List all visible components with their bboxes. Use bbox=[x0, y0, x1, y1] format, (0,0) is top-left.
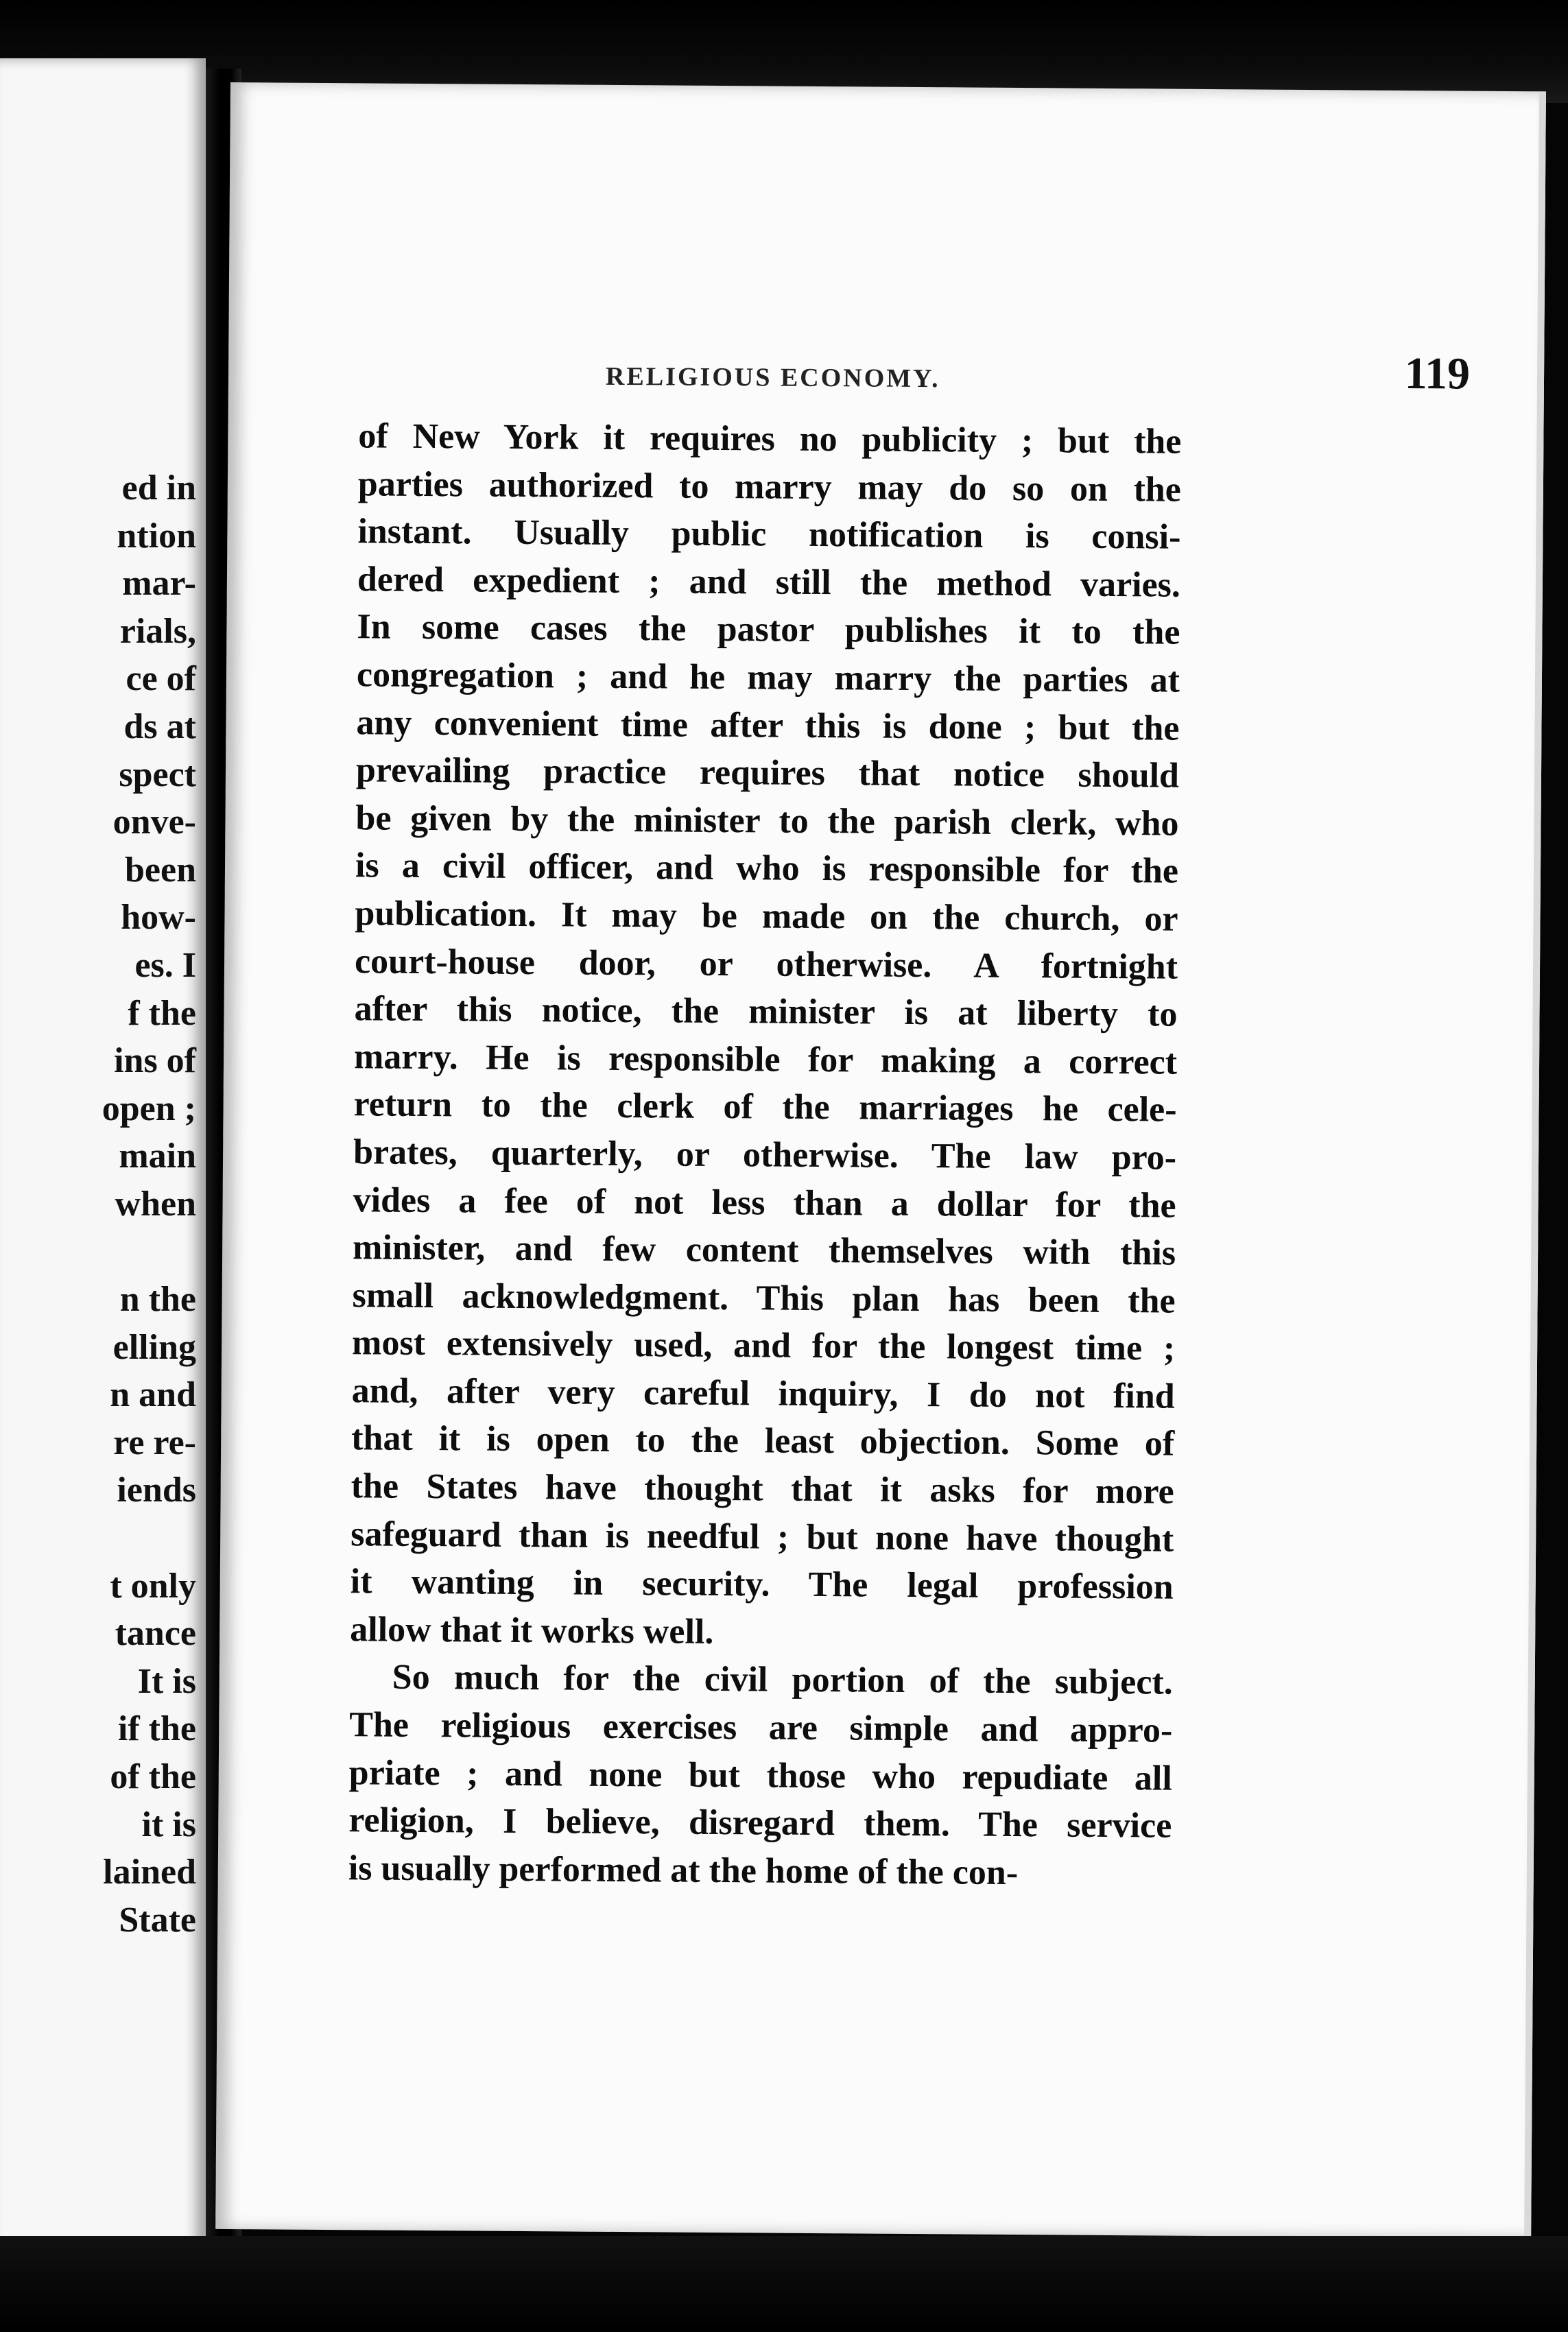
left-page-fragment: iends bbox=[117, 1471, 196, 1510]
left-page-fragment: open ; bbox=[102, 1088, 196, 1128]
text-line: of New York it requires no publicity ; but the bbox=[358, 416, 1182, 462]
left-page-fragment: main bbox=[119, 1137, 196, 1176]
page-number: 119 bbox=[1404, 348, 1471, 399]
left-page-fragment: spect bbox=[119, 754, 196, 794]
text-line: be given by the minister to the parish clerk, who bbox=[355, 798, 1179, 844]
left-page-fragment: if the bbox=[117, 1709, 196, 1749]
left-page-fragment: mar- bbox=[122, 564, 196, 604]
text-line: return to the clerk of the marriages he cele- bbox=[353, 1084, 1177, 1130]
text-line: dered expedient ; and still the method varies. bbox=[357, 560, 1181, 605]
text-line: after this notice, the minister is at liberty to bbox=[354, 989, 1178, 1034]
text-line: any convenient time after this is done ; but the bbox=[356, 702, 1180, 748]
text-line: and, after very careful inquiry, I do not find bbox=[351, 1371, 1175, 1416]
text-line: congregation ; and he may marry the parties at bbox=[356, 655, 1180, 700]
text-line: instant. Usually public notification is consi- bbox=[357, 512, 1181, 557]
text-line: small acknowledgment. This plan has been the bbox=[352, 1275, 1176, 1321]
left-page-fragment: been bbox=[125, 850, 196, 890]
left-page-fragment: ins of bbox=[114, 1041, 196, 1081]
left-page-fragment: it is bbox=[141, 1805, 196, 1844]
left-page-fragment: n the bbox=[119, 1280, 196, 1320]
text-line: the States have thought that it asks for more bbox=[351, 1466, 1174, 1512]
left-page-fragment: lained bbox=[103, 1853, 196, 1892]
text-line: most extensively used, and for the longest time ; bbox=[351, 1323, 1176, 1368]
left-page-fragment bbox=[102, 1228, 196, 1276]
text-line: vides a fee of not less than a dollar for the bbox=[353, 1180, 1176, 1226]
text-line: brates, quarterly, or otherwise. The law pro- bbox=[353, 1132, 1177, 1178]
left-page-fragment: State bbox=[119, 1900, 196, 1940]
left-page-fragment: elling bbox=[112, 1327, 196, 1367]
text-line: marry. He is responsible for making a correct bbox=[353, 1037, 1178, 1082]
page-header bbox=[606, 342, 1471, 410]
main-page bbox=[215, 82, 1546, 2238]
left-page-text-fragments bbox=[102, 464, 196, 1944]
text-line: court-house door, or otherwise. A fortnight bbox=[354, 941, 1178, 987]
text-line: it wanting in security. The legal profession bbox=[350, 1562, 1174, 1607]
text-line: allow that it works well. bbox=[350, 1610, 714, 1652]
text-line: minister, and few content themselves with this bbox=[352, 1228, 1176, 1273]
text-line: is a civil officer, and who is responsible for the bbox=[355, 846, 1179, 892]
left-page-fragment: onve- bbox=[112, 802, 196, 842]
left-page-fragment: tance bbox=[115, 1614, 196, 1654]
left-page-fragment: how- bbox=[121, 898, 196, 938]
left-facing-page bbox=[0, 58, 206, 2257]
bottom-edge-shadow bbox=[0, 2236, 1568, 2332]
left-page-fragment: n and bbox=[110, 1375, 196, 1415]
text-line: publication. It may be made on the church, or bbox=[355, 894, 1178, 939]
text-line: priate ; and none but those who repudiate all bbox=[348, 1752, 1172, 1798]
left-page-fragment: It is bbox=[137, 1661, 196, 1701]
left-page-fragment: ed in bbox=[121, 468, 196, 508]
left-page-fragment: of the bbox=[110, 1757, 196, 1797]
left-page-fragment: ds at bbox=[123, 706, 196, 746]
text-line: prevailing practice requires that notice should bbox=[355, 750, 1180, 796]
left-page-fragment: rials, bbox=[119, 611, 196, 651]
left-page-fragment: es. I bbox=[134, 945, 196, 985]
text-line: safeguard than is needful ; but none have thought bbox=[351, 1514, 1174, 1560]
body-text bbox=[348, 412, 1182, 1898]
left-page-fragment: f the bbox=[128, 993, 196, 1033]
left-page-fragment: re re- bbox=[113, 1423, 196, 1462]
left-page-fragment: ntion bbox=[117, 516, 196, 556]
left-page-fragment: ce of bbox=[126, 659, 196, 699]
text-line: that it is open to the least objection. Some of bbox=[351, 1418, 1175, 1464]
text-line: religion, I believe, disregard them. The service bbox=[348, 1800, 1172, 1846]
text-line: In some cases the pastor publishes it to the bbox=[357, 607, 1180, 653]
running-head: RELIGIOUS ECONOMY. bbox=[605, 361, 940, 394]
left-page-fragment bbox=[102, 1514, 196, 1562]
left-page-fragment: when bbox=[115, 1184, 196, 1224]
left-page-fragment: t only bbox=[110, 1566, 196, 1606]
text-line: So much for the civil portion of the subject. bbox=[392, 1658, 1173, 1703]
text-line: The religious exercises are simple and appro- bbox=[349, 1705, 1173, 1750]
text-line: is usually performed at the home of the con- bbox=[348, 1848, 1019, 1892]
text-line: parties authorized to marry may do so on the bbox=[357, 464, 1182, 510]
